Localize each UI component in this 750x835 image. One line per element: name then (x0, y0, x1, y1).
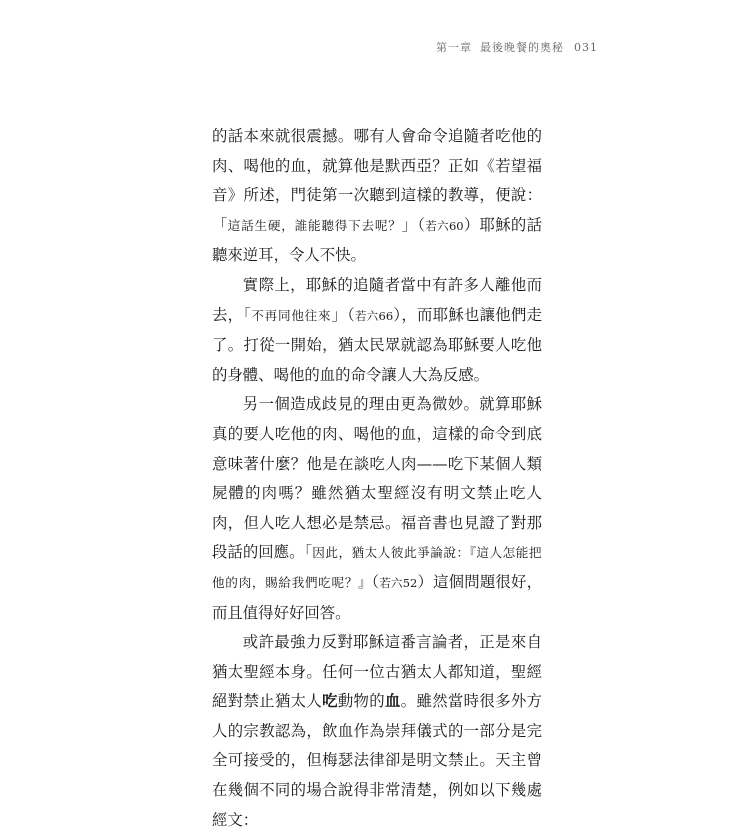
paragraph-3 (212, 390, 542, 628)
text-segment: （ (371, 572, 380, 591)
text-segment: 的話本來就很震撼。哪有人會命令追隨者吃他的肉、喝他的血，就算他是默西亞？正如《若望福音》所述，門徒第一次聽到這樣的教導，便說：「 (212, 127, 542, 234)
text-segment: 」（ (331, 305, 356, 324)
text-segment: ）耶穌的話聽來逆耳，令人不快。 (212, 215, 542, 265)
scripture-reference: 若六66 (355, 308, 394, 323)
page-body (212, 122, 542, 835)
page-number: 031 (574, 41, 598, 54)
scripture-quote: 這話生硬，誰能聽得下去呢？ (227, 217, 402, 233)
text-segment: 動物的 (337, 692, 386, 711)
text-segment: 實際上，耶穌的追隨者當中有許多人離他而去，「 (212, 275, 542, 324)
scripture-quote: 因此，猶太人彼此爭論說：『這人怎能把他的肉，賜給我們吃呢？』 (212, 545, 542, 590)
chapter-label: 第一章 (436, 41, 472, 54)
scripture-reference: 若六52 (379, 575, 418, 590)
text-segment: ）這個問題很好，而且值得好好回答。 (212, 572, 542, 622)
scripture-reference: 若六60 (425, 218, 464, 233)
paragraph-1 (212, 122, 542, 271)
text-segment: 另一個造成歧見的理由更為微妙。就算耶穌真的要人吃他的肉、喝他的血，這樣的命令到底意味著什麼？他是在談吃人肉——吃下某個人類屍體的肉嗎？雖然猶太聖經沒有明文禁止吃人肉，但人吃人想必是禁忌。福音書也見證了對那段話的回應。「 (212, 395, 542, 562)
emphasis-eat: 吃 (322, 692, 338, 711)
text-segment: 。雖然當時很多外方人的宗教認為，飲血作為崇拜儀式的一部分是完全可接受的，但梅瑟法律卻是明文禁止。天主曾在幾個不同的場合說得非常清楚，例如以下幾處經文： (212, 692, 542, 829)
paragraph-2 (212, 271, 542, 390)
paragraph-4 (212, 628, 542, 835)
emphasis-blood: 血 (385, 692, 401, 711)
chapter-title: 最後晚餐的奧秘 (480, 41, 564, 54)
running-header (436, 39, 598, 55)
text-segment: 」（ (401, 215, 426, 234)
text-segment: 或許最強力反對耶穌這番言論者，正是來自猶太聖經本身。任何一位古猶太人都知道，聖經絕對禁止猶太人 (212, 633, 542, 711)
scripture-quote: 不再同他往來 (251, 307, 332, 323)
text-segment: ），而耶穌也讓他們走了。打從一開始，猶太民眾就認為耶穌要人吃他的身體、喝他的血的命令讓人大為反感。 (212, 305, 542, 384)
